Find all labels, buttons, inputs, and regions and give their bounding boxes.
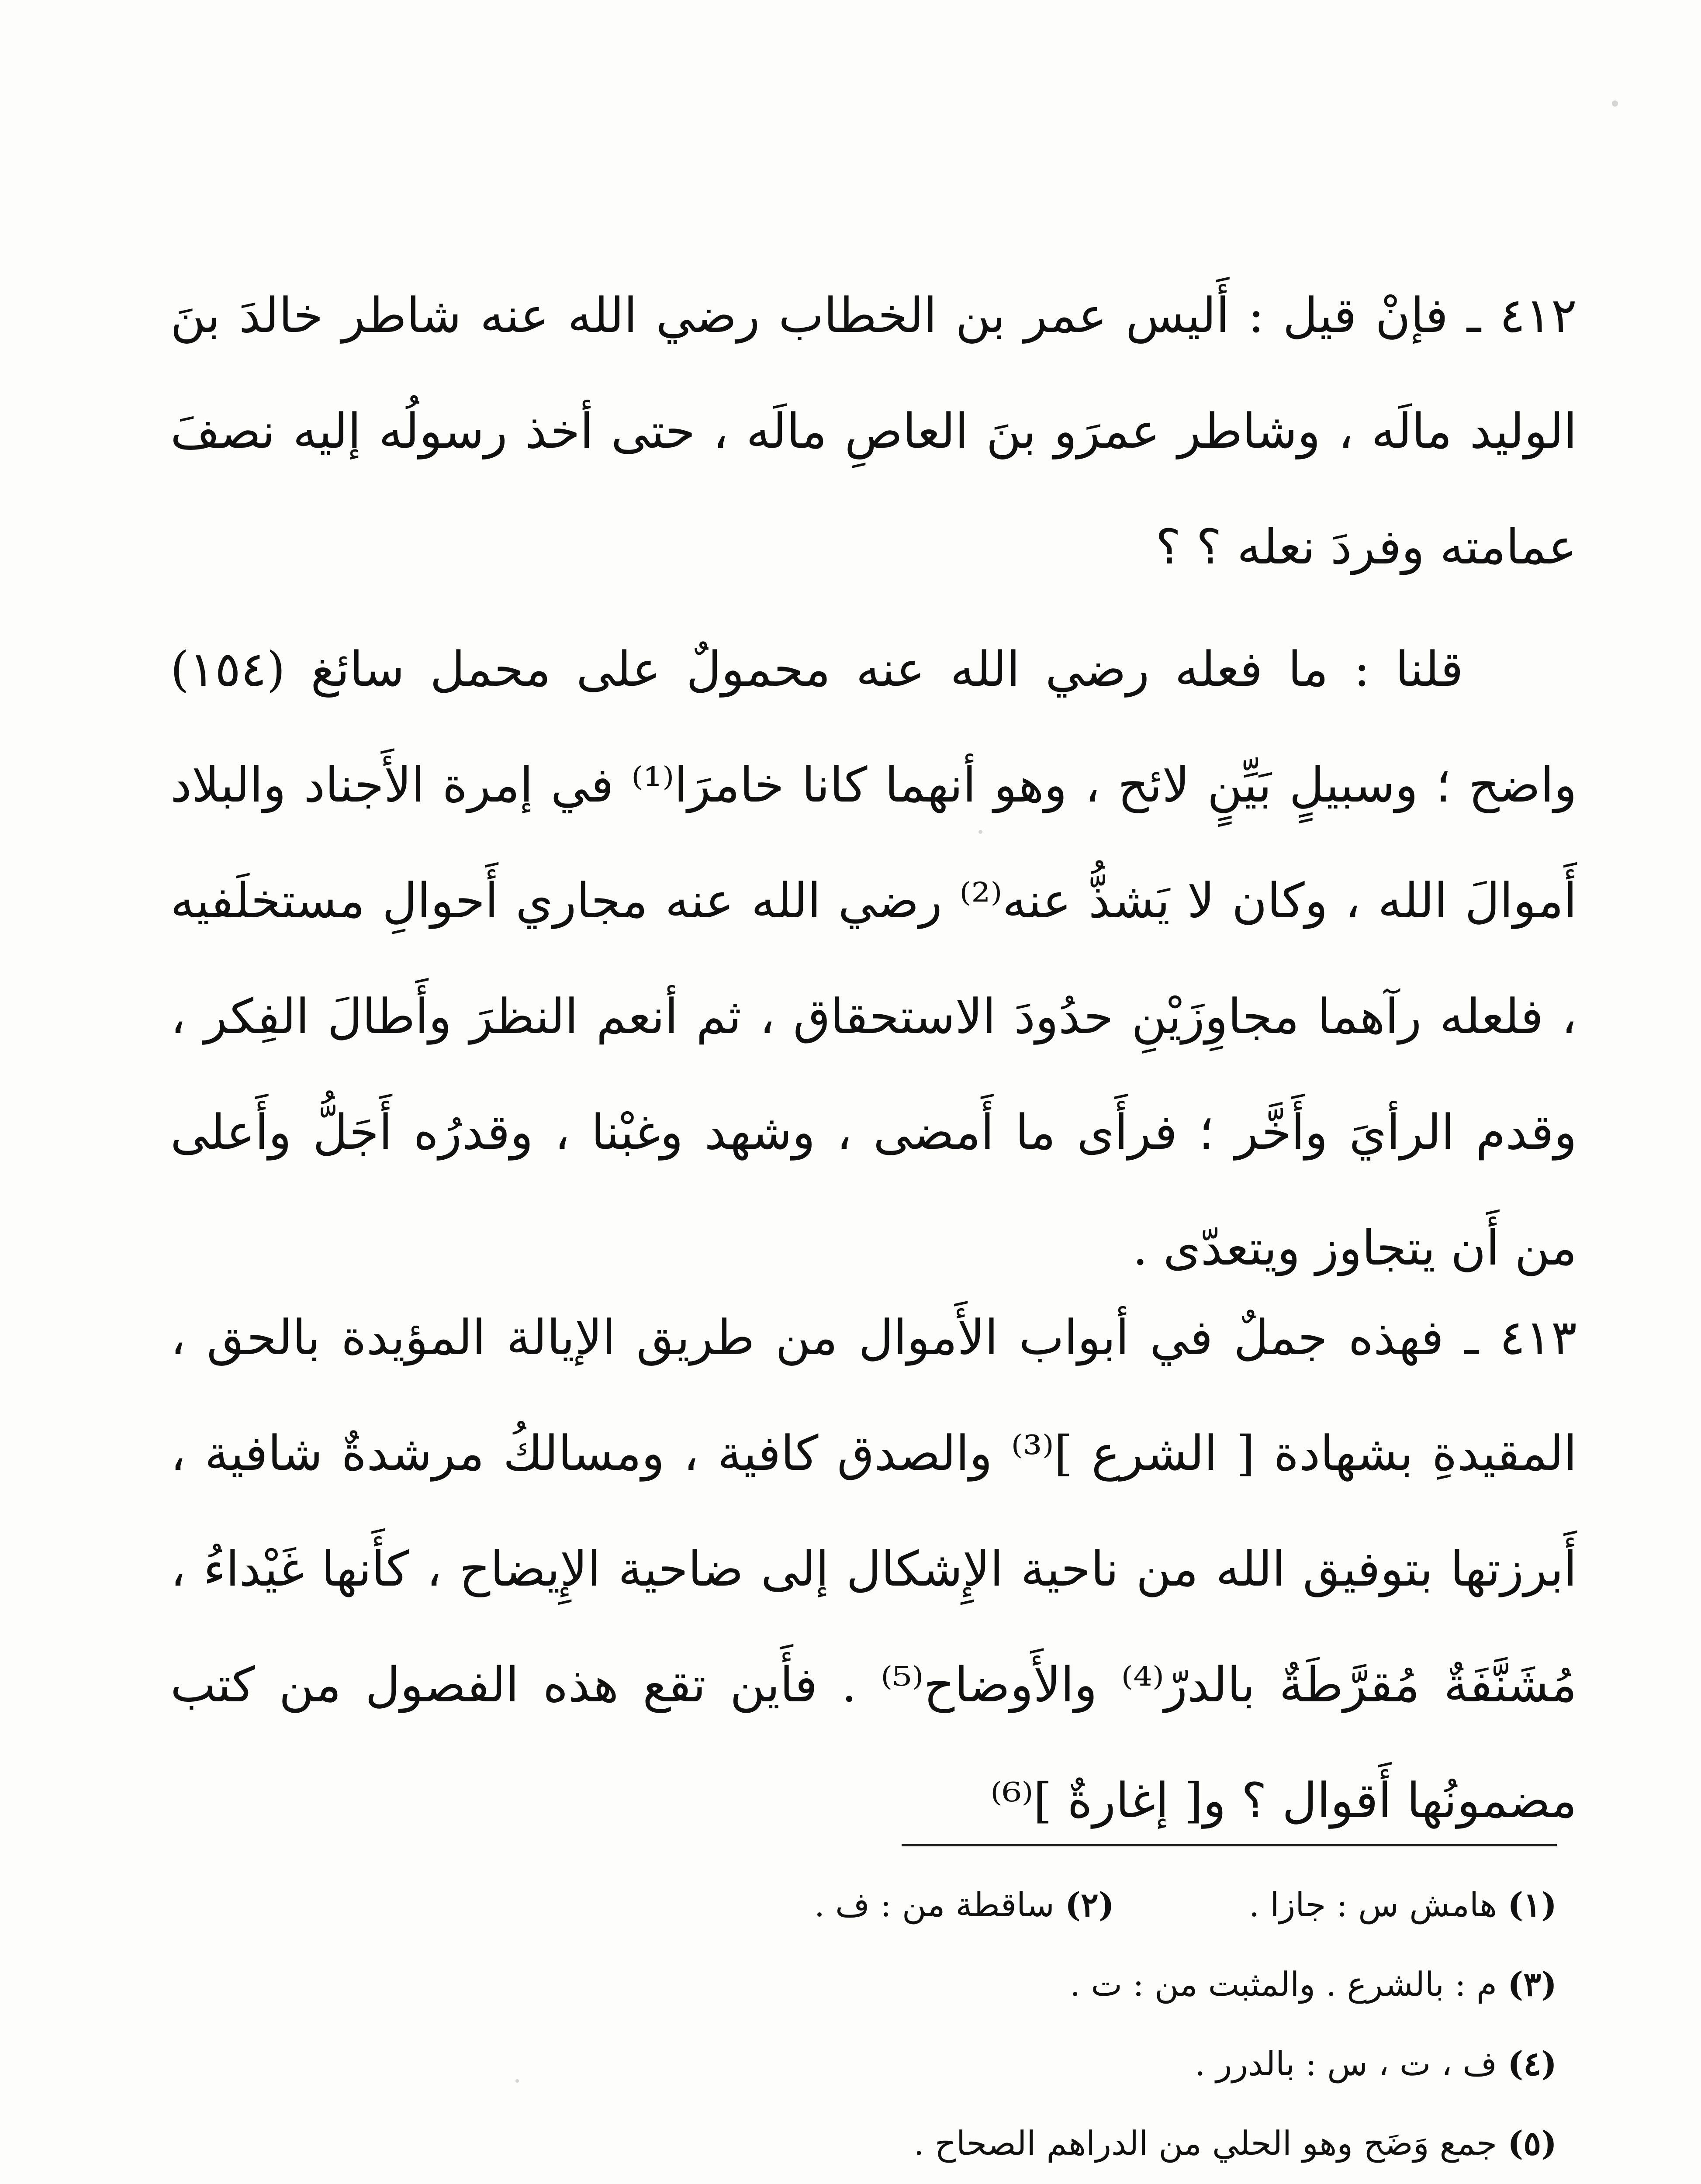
scan-speck: [515, 2079, 519, 2083]
footnote-line: [159, 2024, 1557, 2104]
footnote-line: [159, 2104, 1557, 2183]
paragraph-412: [170, 258, 1577, 605]
footnote-number: (٣): [1507, 1965, 1557, 2004]
paragraph-reply: [170, 612, 1577, 1306]
footnote-number: (٤): [1507, 2044, 1557, 2083]
footnote-text: م : بالشرع . والمثبت من : ت .: [1070, 1965, 1497, 2004]
footnote-number: (٥): [1507, 2124, 1557, 2163]
footnotes: [159, 1865, 1557, 2184]
scan-speck: [978, 830, 982, 834]
paragraph-text: قلنا : ما فعله رضي الله عنه محمولٌ على محمل سائغ (١٥٤) واضح ؛ وسبيلٍ بَيِّنٍ لائح ، وهو أنهما كانا خامرَا⁽¹⁾ في إمرة الأَجناد والبلاد أَموالَ الله ، وكان لا يَشذُّ عنه⁽²⁾ رضي الله عنه مجاري أَحوالِ مستخلَفيه ، فلعله رآهما مجاوِزَيْنِ حدُودَ الاستحقاق ، ثم أنعم النظرَ وأَطالَ الفِكر ، وقدم الرأيَ وأَخَّر ؛ فرأَى ما أَمضى ، وشهد وغبْنا ، وقدرُه أَجَلُّ وأَعلى من أَن يتجاوز ويتعدّى .: [170, 641, 1577, 1276]
paragraph-413: [170, 1280, 1577, 1859]
footnote-divider: [902, 1844, 1557, 1846]
scan-speck: [1612, 100, 1618, 107]
footnote-line: [159, 1865, 1557, 1945]
footnote-line: [159, 1945, 1557, 2024]
footnote-number: (١): [1507, 1885, 1557, 1924]
footnote-text: هامش س : جازا .: [1249, 1885, 1497, 1924]
footnote-number: (٢): [1065, 1885, 1114, 1924]
footnote-text: جمع وَضَح وهو الحلي من الدراهم الصحاح .: [913, 2124, 1497, 2163]
paragraph-text: ٤١٣ ـ فهذه جملٌ في أبواب الأَموال من طريق الإيالة المؤيدة بالحق ، المقيدةِ بشهادة [ الشرع ]⁽³⁾ والصدق كافية ، ومسالكُ مرشدةٌ شافية ، أَبرزتها بتوفيق الله من ناحية الإِشكال إلى ضاحية الإِيضاح ، كأَنها غَيْداءُ ، مُشَنَّفَةٌ مُقرَّطَةٌ بالدرّ⁽⁴⁾ والأَوضاح⁽⁵⁾ . فأَين تقع هذه الفصول من كتب مضمونُها أَقوال ؟ و[ إغارةٌ ]⁽⁶⁾: [170, 1310, 1577, 1828]
paragraph-text: ٤١٢ ـ فإنْ قيل : أَليس عمر بن الخطاب رضي الله عنه شاطر خالدَ بنَ الوليد مالَه ، وشاطر عمرَو بنَ العاصِ مالَه ، حتى أخذ رسولُه إليه نصفَ عمامته وفردَ نعله ؟ ؟: [170, 287, 1577, 575]
footnote-text: ف ، ت ، س : بالدرر .: [1195, 2044, 1497, 2083]
footnote-text: ساقطة من : ف .: [814, 1885, 1054, 1924]
